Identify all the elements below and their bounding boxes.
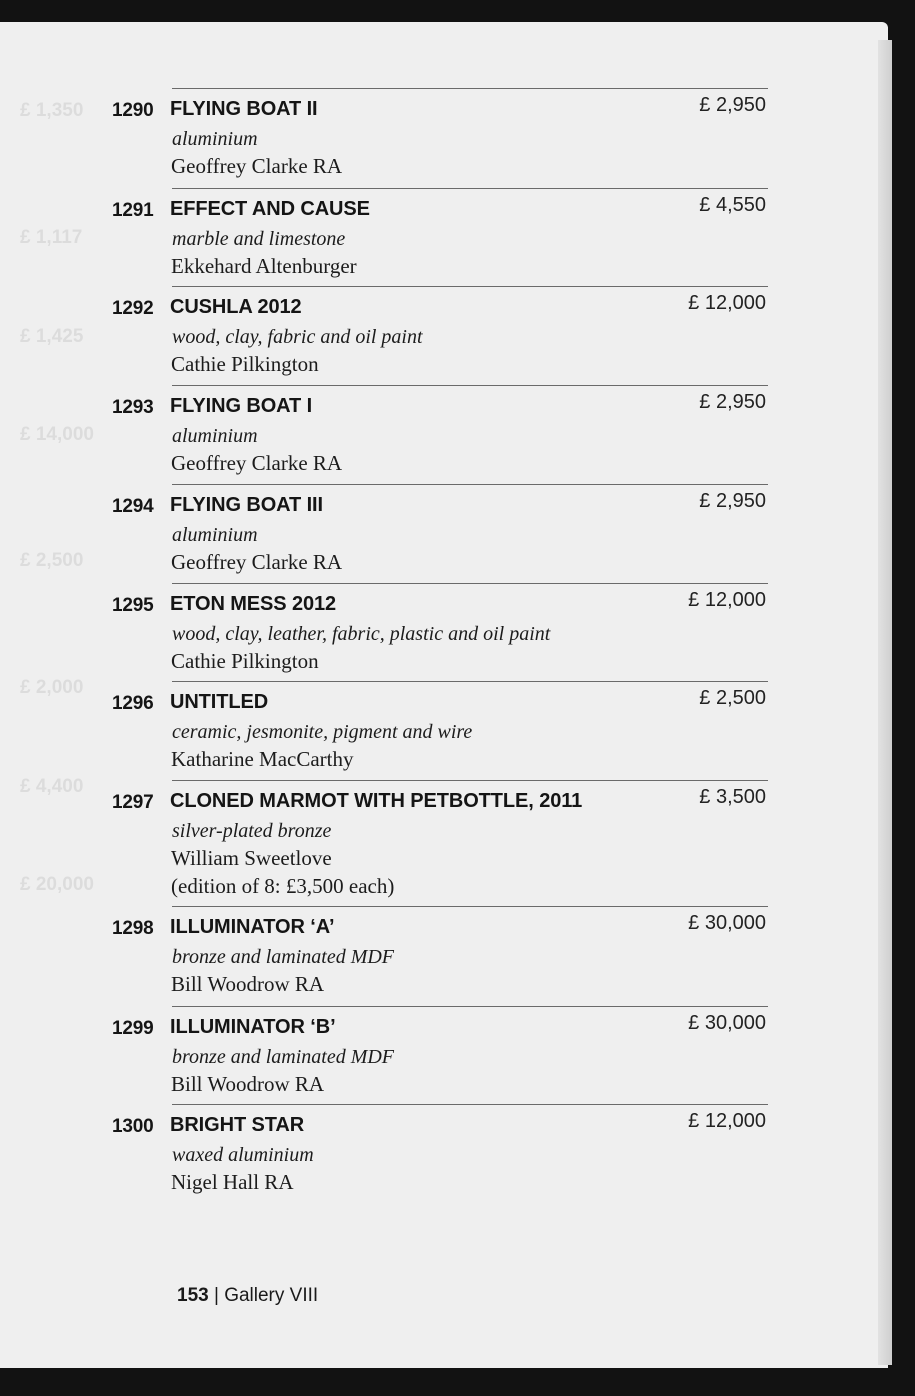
page-edge [878,40,892,1365]
entry-number: 1295 [112,595,154,616]
section-name: Gallery VIII [224,1285,319,1306]
entry-price: £ 12,000 [688,292,766,314]
entry-price: £ 12,000 [688,589,766,611]
entry-number: 1290 [112,100,154,121]
entry-artist: Bill Woodrow RA [171,1072,325,1096]
show-through-text: £ 1,117 [20,227,83,248]
entry-number: 1300 [112,1116,154,1137]
entry-medium: waxed aluminium [172,1144,314,1166]
entry-artist: Geoffrey Clarke RA [171,451,343,475]
entry-artist: Katharine MacCarthy [171,747,354,771]
page-footer [177,1285,318,1307]
entry-rule [172,188,768,189]
entry-price: £ 3,500 [699,786,766,808]
entry-title: FLYING BOAT III [170,494,323,516]
entry-title: EFFECT AND CAUSE [170,198,370,220]
show-through-text: £ 1,350 [20,100,84,121]
show-through-text: £ 20,000 [20,874,94,895]
entry-medium: aluminium [172,128,258,150]
entry-number: 1293 [112,397,154,418]
entry-rule [172,906,768,907]
entry-title: FLYING BOAT I [170,395,313,417]
entry-rule [172,385,768,386]
entry-number: 1297 [112,792,154,813]
entry-title: ILLUMINATOR ‘B’ [170,1016,336,1038]
entry-number: 1294 [112,496,154,517]
entry-title: ILLUMINATOR ‘A’ [170,916,335,938]
entry-rule [172,88,768,89]
entry-price: £ 2,950 [699,490,766,512]
entry-title: UNTITLED [170,691,269,713]
entry-rule [172,1104,768,1105]
entry-medium: wood, clay, leather, fabric, plastic and oil paint [172,623,551,645]
entry-number: 1296 [112,693,154,714]
entry-price: £ 30,000 [688,1012,766,1034]
entry-artist: Bill Woodrow RA [171,972,325,996]
entry-artist: William Sweetlove [171,846,332,870]
show-through-text: £ 2,000 [20,677,84,698]
entry-rule [172,286,768,287]
entry-medium: bronze and laminated MDF [172,1046,395,1068]
entry-medium: wood, clay, fabric and oil paint [172,326,423,348]
show-through-text: £ 4,400 [20,776,84,797]
entry-rule [172,484,768,485]
entry-price: £ 2,950 [699,391,766,413]
entry-title: BRIGHT STAR [170,1114,305,1136]
entry-rule [172,1006,768,1007]
entry-title: CLONED MARMOT WITH PETBOTTLE, 2011 [170,790,583,812]
entry-artist: Cathie Pilkington [171,649,319,673]
entry-medium: marble and limestone [172,228,346,250]
entry-title: CUSHLA 2012 [170,296,302,318]
entry-price: £ 2,500 [699,687,766,709]
show-through-text: £ 14,000 [20,424,94,445]
entry-medium: bronze and laminated MDF [172,946,395,968]
entry-artist: Geoffrey Clarke RA [171,550,343,574]
entry-title: FLYING BOAT II [170,98,318,120]
entry-number: 1298 [112,918,154,939]
entry-medium: silver-plated bronze [172,820,332,842]
entry-medium: aluminium [172,425,258,447]
show-through-text: £ 2,500 [20,550,84,571]
entry-price: £ 12,000 [688,1110,766,1132]
entry-artist: Cathie Pilkington [171,352,319,376]
show-through-text: £ 1,425 [20,326,84,347]
entry-price: £ 4,550 [699,194,766,216]
entry-medium: ceramic, jesmonite, pigment and wire [172,721,473,743]
catalogue-page [0,22,888,1368]
entry-number: 1299 [112,1018,154,1039]
entry-medium: aluminium [172,524,258,546]
entry-artist: Nigel Hall RA [171,1170,294,1194]
footer-separator: | [213,1285,219,1306]
entry-artist: Geoffrey Clarke RA [171,154,343,178]
entry-edition: (edition of 8: £3,500 each) [171,874,395,898]
page-number: 153 [177,1285,209,1306]
entry-artist: Ekkehard Altenburger [171,254,357,278]
entry-number: 1291 [112,200,154,221]
entry-number: 1292 [112,298,154,319]
entry-price: £ 2,950 [699,94,766,116]
entry-rule [172,583,768,584]
entry-price: £ 30,000 [688,912,766,934]
entry-rule [172,681,768,682]
entry-title: ETON MESS 2012 [170,593,337,615]
entry-rule [172,780,768,781]
